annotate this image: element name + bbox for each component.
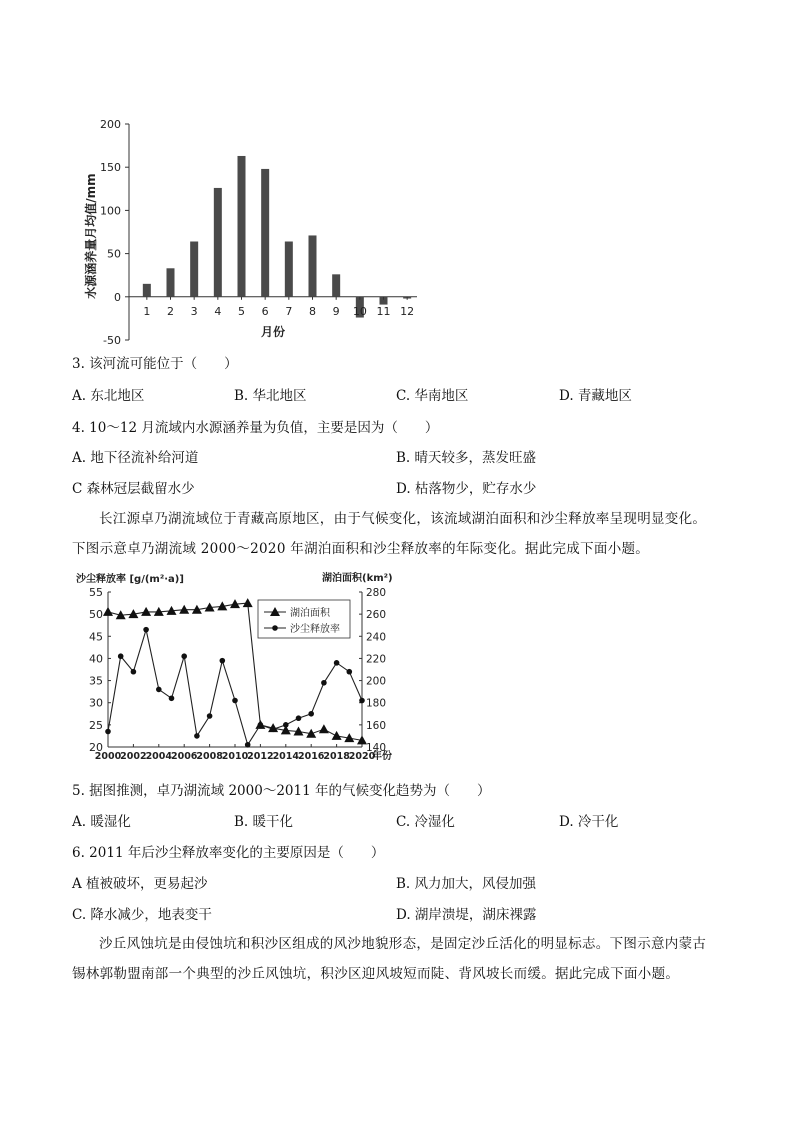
line-chart-right-label: 湖泊面积(km²)	[322, 573, 393, 584]
q4-option-b[interactable]: B. 晴天较多，蒸发旺盛	[396, 450, 537, 466]
right-tick-label: 140	[366, 742, 387, 754]
q6-option-b[interactable]: B. 风力加大，风侵加强	[396, 876, 537, 892]
q5-option-b[interactable]: B. 暖干化	[234, 814, 294, 830]
passage-dune-blowout: 沙丘风蚀坑是由侵蚀坑和积沙区组成的风沙地貌形态，是固定沙丘活化的明显标志。下图示意内蒙古锡林郭勒盟南部一个典型的沙丘风蚀坑，积沙区迎风坡短而陡、背风坡长而缓。据此完成下面小题。	[72, 936, 707, 982]
dust-rate-point	[258, 722, 264, 728]
x-tick-label: 2006	[170, 751, 198, 762]
y-tick-label: 200	[100, 118, 121, 131]
right-tick-label: 200	[366, 675, 387, 688]
q4-stem: 4. 10～12 月流域内水源涵养量为负值，主要是因为（ ）	[72, 420, 439, 436]
line-chart-left-label: 沙尘释放率 [g/(m²·a)]	[76, 574, 184, 585]
lake-area-point	[243, 598, 253, 607]
bar	[285, 242, 293, 297]
x-tick-label: 2016	[297, 751, 325, 762]
x-tick-label: 2008	[196, 751, 223, 762]
left-tick-label: 40	[89, 652, 103, 666]
x-tick-label: 2010	[221, 751, 249, 762]
dust-rate-point	[334, 660, 340, 666]
lake-dust-line-chart	[72, 568, 402, 774]
water-conservation-bar-chart	[75, 110, 435, 350]
dust-rate-point	[308, 711, 314, 717]
dust-rate-point	[245, 742, 251, 748]
q5-option-a[interactable]: A. 暖湿化	[72, 814, 131, 830]
q5-option-c[interactable]: C. 冷湿化	[396, 814, 455, 830]
dust-rate-point	[105, 729, 111, 735]
y-tick-label: -50	[103, 334, 121, 347]
dust-rate-point	[296, 715, 302, 721]
x-tick-label: 8	[309, 304, 316, 318]
bar	[238, 156, 246, 297]
right-tick-label: 160	[366, 719, 387, 732]
q6-option-d[interactable]: D. 湖岸溃堤，湖床裸露	[396, 907, 537, 923]
x-tick-label: 6	[261, 304, 269, 318]
left-tick-label: 55	[89, 586, 103, 599]
y-tick-label: 100	[100, 204, 121, 218]
lake-area-point	[319, 724, 329, 733]
right-tick-label: 280	[366, 587, 387, 599]
x-tick-label: 2020	[348, 751, 376, 762]
x-tick-label: 2002	[120, 751, 147, 762]
dust-rate-point	[359, 698, 365, 704]
dust-rate-point	[232, 698, 238, 704]
q6-option-c[interactable]: C. 降水减少，地表变干	[72, 907, 212, 923]
bar	[167, 268, 175, 297]
y-tick-label: 150	[100, 161, 121, 175]
dust-rate-point	[270, 726, 276, 732]
bar-chart-ticks	[100, 118, 414, 347]
passage-zhuonai-lake: 长江源卓乃湖流域位于青藏高原地区，由于气候变化，该流域湖泊面积和沙尘释放率呈现明显变化。下图示意卓乃湖流域 2000～2020 年湖泊面积和沙尘释放率的年际变化。据此完成下面小题。	[72, 511, 707, 557]
q3-option-b[interactable]: B. 华北地区	[234, 388, 307, 404]
dust-rate-point	[321, 680, 327, 686]
x-tick-label: 11	[376, 304, 391, 318]
x-tick-label: 2014	[272, 751, 300, 762]
lake-area-point	[332, 731, 342, 740]
x-tick-label: 9	[332, 304, 340, 318]
bar	[261, 169, 269, 297]
bar-chart-bars	[143, 156, 411, 318]
x-tick-label: 2000	[94, 751, 122, 762]
left-tick-label: 35	[89, 674, 103, 688]
bar	[309, 235, 317, 296]
dust-rate-point	[347, 669, 353, 675]
legend-label-lake: 湖泊面积	[290, 608, 330, 619]
dust-rate-point	[143, 627, 149, 633]
x-tick-label: 3	[190, 304, 198, 318]
bar	[214, 188, 222, 297]
x-tick-label: 1	[143, 304, 151, 318]
right-tick-label: 260	[366, 609, 387, 622]
dust-rate-point	[220, 658, 226, 664]
q3-stem: 3. 该河流可能位于（ ）	[72, 356, 238, 372]
x-tick-label: 2012	[247, 751, 274, 762]
q4-option-a[interactable]: A. 地下径流补给河道	[72, 450, 199, 466]
dust-rate-point	[169, 695, 175, 701]
x-tick-label: 5	[238, 304, 245, 318]
x-tick-label: 2	[167, 304, 174, 318]
dust-rate-point	[194, 733, 200, 739]
left-tick-label: 45	[89, 630, 103, 644]
right-tick-label: 180	[366, 697, 387, 710]
q3-option-c[interactable]: C. 华南地区	[396, 388, 469, 404]
dust-rate-point	[283, 722, 289, 728]
dust-rate-point	[131, 669, 137, 675]
y-tick-label: 0	[114, 290, 121, 304]
bar-chart-y-label: 水源涵养量月均值/mm	[84, 173, 98, 299]
left-tick-label: 20	[89, 741, 103, 754]
x-tick-label: 12	[400, 304, 415, 318]
left-tick-label: 30	[89, 696, 103, 710]
q5-stem: 5. 据图推测，卓乃湖流域 2000～2011 年的气候变化趋势为（ ）	[72, 783, 491, 799]
left-tick-label: 25	[89, 718, 103, 732]
q6-stem: 6. 2011 年后沙尘释放率变化的主要原因是（ ）	[72, 845, 385, 861]
legend-label-dust: 沙尘释放率	[290, 624, 340, 635]
x-tick-label: 4	[214, 304, 222, 318]
x-tick-label: 2004	[145, 751, 173, 762]
right-tick-label: 240	[366, 631, 387, 644]
x-tick-label: 7	[285, 304, 293, 318]
line-chart-legend	[258, 600, 350, 638]
q3-option-a[interactable]: A. 东北地区	[72, 388, 145, 404]
legend-circle-marker	[272, 625, 278, 631]
right-tick-label: 220	[366, 653, 387, 666]
q4-option-c[interactable]: C 森林冠层截留水少	[72, 481, 195, 497]
dust-rate-point	[207, 713, 213, 719]
q6-option-a[interactable]: A 植被破坏，更易起沙	[72, 876, 208, 892]
q4-option-d[interactable]: D. 枯落物少，贮存水少	[396, 481, 537, 497]
dust-rate-point	[181, 653, 187, 659]
bar	[332, 274, 340, 296]
left-tick-label: 50	[89, 608, 103, 622]
bar-chart-x-label: 月份	[260, 325, 286, 339]
y-tick-label: 50	[107, 247, 121, 261]
bar	[190, 242, 198, 297]
line-chart-x-label: 年份	[372, 751, 392, 762]
lake-area-point	[103, 607, 113, 616]
dust-rate-point	[118, 653, 124, 659]
q5-option-d[interactable]: D. 冷干化	[559, 814, 619, 830]
dust-rate-point	[156, 687, 162, 693]
x-tick-label: 2018	[323, 751, 350, 762]
q3-option-d[interactable]: D. 青藏地区	[559, 388, 632, 404]
x-tick-label: 10	[352, 304, 367, 318]
bar	[143, 284, 151, 297]
